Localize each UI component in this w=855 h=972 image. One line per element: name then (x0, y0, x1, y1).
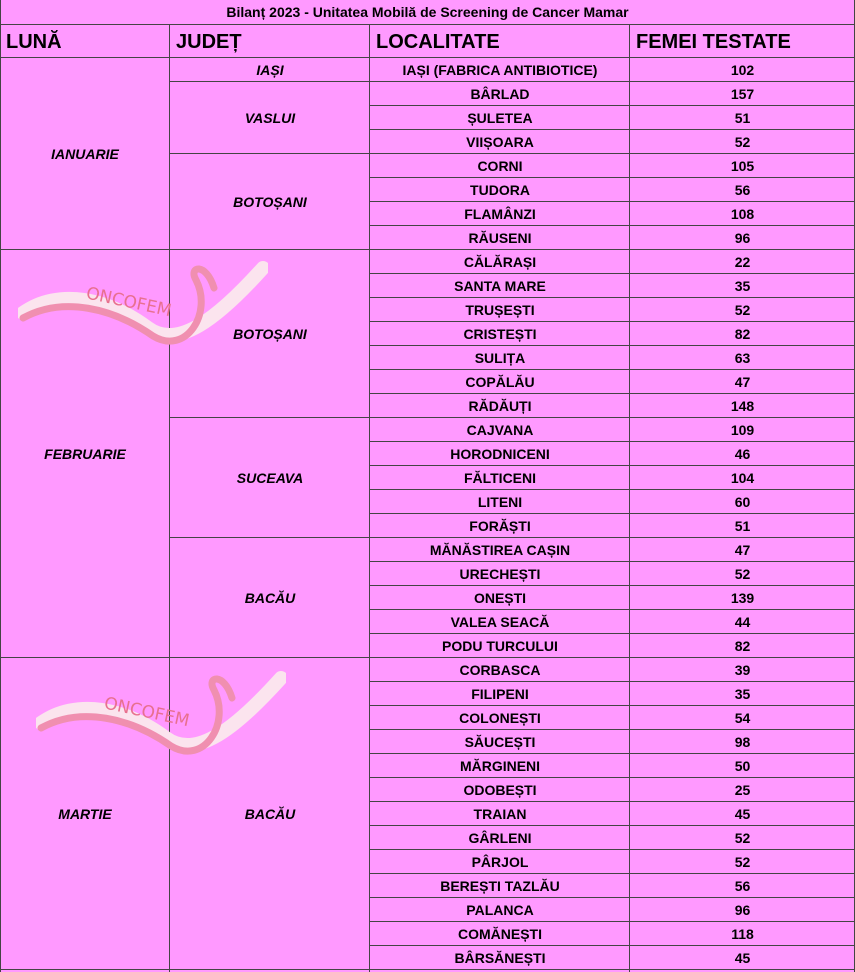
femei-testate-cell: 45 (734, 806, 751, 822)
femei-testate-cell: 98 (734, 734, 751, 750)
grid-line (370, 465, 855, 466)
county-cell: VASLUI (244, 110, 296, 126)
femei-testate-cell: 51 (734, 518, 751, 534)
femei-testate-cell: 56 (734, 182, 751, 198)
localitate-cell: FĂLTICENI (463, 470, 537, 486)
femei-testate-cell: 148 (730, 398, 755, 414)
localitate-cell: CRISTEȘTI (463, 326, 537, 342)
localitate-cell: MĂNĂSTIREA CAȘIN (429, 542, 571, 558)
grid-line (370, 153, 855, 154)
grid-line (370, 729, 855, 730)
localitate-cell: CORBASCA (459, 662, 541, 678)
county-cell: BACĂU (244, 590, 296, 606)
grid-line (370, 513, 855, 514)
grid-line (370, 441, 855, 442)
localitate-cell: LITENI (477, 494, 523, 510)
grid-line (370, 585, 855, 586)
county-cell: BACĂU (244, 806, 296, 822)
month-cell: IANUARIE (51, 146, 119, 162)
localitate-cell: ODOBEȘTI (463, 782, 537, 798)
femei-testate-cell: 105 (730, 158, 755, 174)
femei-testate-cell: 35 (734, 686, 751, 702)
femei-testate-cell: 52 (734, 854, 751, 870)
grid-line (370, 969, 855, 970)
localitate-cell: FLAMÂNZI (464, 206, 536, 222)
grid-line (370, 105, 855, 106)
grid-line (0, 969, 170, 970)
localitate-cell: IAȘI (FABRICA ANTIBIOTICE) (402, 62, 598, 78)
grid-line (370, 297, 855, 298)
femei-testate-cell: 82 (734, 326, 751, 342)
grid-line (0, 0, 1, 972)
femei-testate-cell: 104 (730, 470, 755, 486)
grid-line (0, 249, 170, 250)
grid-line (370, 897, 855, 898)
femei-testate-cell: 96 (734, 230, 751, 246)
month-cell: MARTIE (58, 806, 112, 822)
county-cell: BOTOȘANI (233, 326, 307, 342)
localitate-cell: TRUȘEȘTI (465, 302, 535, 318)
localitate-cell: BÂRLAD (470, 86, 530, 102)
localitate-cell: VIIȘOARA (466, 134, 534, 150)
county-cell: SUCEAVA (236, 470, 304, 486)
localitate-cell: ȘULETEA (467, 110, 533, 126)
header-judet: JUDEȚ (176, 31, 242, 53)
femei-testate-cell: 54 (734, 710, 751, 726)
femei-testate-cell: 44 (734, 614, 751, 630)
femei-testate-cell: 82 (734, 638, 751, 654)
femei-testate-cell: 25 (734, 782, 751, 798)
grid-line (369, 24, 370, 972)
grid-line (370, 849, 855, 850)
grid-line (0, 24, 855, 25)
grid-line (370, 537, 855, 538)
grid-line (370, 801, 855, 802)
localitate-cell: SĂUCEȘTI (464, 734, 536, 750)
localitate-cell: ONEȘTI (473, 590, 527, 606)
femei-testate-cell: 108 (730, 206, 755, 222)
grid-line (370, 177, 855, 178)
grid-line (370, 777, 855, 778)
grid-line (0, 57, 855, 58)
localitate-cell: BÂRSĂNEȘTI (454, 950, 546, 966)
grid-line (370, 393, 855, 394)
femei-testate-cell: 52 (734, 302, 751, 318)
sheet-title: Bilanț 2023 - Unitatea Mobilă de Screening de Cancer Mamar (0, 0, 855, 25)
grid-line (370, 945, 855, 946)
localitate-cell: COLONEȘTI (459, 710, 541, 726)
header-localitate: LOCALITATE (376, 31, 500, 53)
femei-testate-cell: 47 (734, 374, 751, 390)
localitate-cell: CAJVANA (466, 422, 534, 438)
grid-line (370, 873, 855, 874)
femei-testate-cell: 39 (734, 662, 751, 678)
grid-line (370, 753, 855, 754)
grid-line (370, 201, 855, 202)
grid-line (370, 129, 855, 130)
femei-testate-cell: 52 (734, 566, 751, 582)
localitate-cell: MĂRGINENI (459, 758, 541, 774)
grid-line (370, 249, 855, 250)
grid-line (370, 681, 855, 682)
localitate-cell: TRAIAN (473, 806, 527, 822)
header-luna: LUNĂ (6, 31, 62, 53)
grid-line (170, 657, 370, 658)
femei-testate-cell: 56 (734, 878, 751, 894)
grid-line (170, 249, 370, 250)
femei-testate-cell: 50 (734, 758, 751, 774)
month-cell: FEBRUARIE (44, 446, 126, 462)
county-cell: BOTOȘANI (233, 194, 307, 210)
localitate-cell: VALEA SEACĂ (450, 614, 550, 630)
localitate-cell: TUDORA (470, 182, 530, 198)
femei-testate-cell: 102 (730, 62, 755, 78)
localitate-cell: URECHEȘTI (459, 566, 541, 582)
femei-testate-cell: 51 (734, 110, 751, 126)
localitate-cell: PÂRJOL (471, 854, 529, 870)
localitate-cell: SANTA MARE (454, 278, 546, 294)
grid-line (370, 921, 855, 922)
localitate-cell: PODU TURCULUI (442, 638, 558, 654)
localitate-cell: SULIȚA (474, 350, 526, 366)
grid-line (169, 24, 170, 972)
grid-line (370, 633, 855, 634)
localitate-cell: BEREȘTI TAZLĂU (440, 878, 560, 894)
grid-line (370, 321, 855, 322)
femei-testate-cell: 118 (731, 926, 754, 942)
localitate-cell: CORNI (477, 158, 523, 174)
grid-line (370, 225, 855, 226)
localitate-cell: CĂLĂRAȘI (463, 254, 537, 270)
oncofem-logo-text: ONCOFEM (84, 283, 174, 322)
localitate-cell: RĂUSENI (468, 230, 532, 246)
femei-testate-cell: 109 (730, 422, 755, 438)
grid-line (370, 81, 855, 82)
grid-line (370, 273, 855, 274)
femei-testate-cell: 35 (734, 278, 751, 294)
femei-testate-cell: 157 (730, 86, 755, 102)
grid-line (370, 657, 855, 658)
femei-testate-cell: 60 (734, 494, 751, 510)
femei-testate-cell: 52 (734, 134, 751, 150)
grid-line (370, 369, 855, 370)
femei-testate-cell: 22 (734, 254, 751, 270)
grid-line (370, 345, 855, 346)
localitate-cell: GÂRLENI (468, 830, 532, 846)
grid-line (370, 609, 855, 610)
localitate-cell: FORĂȘTI (469, 518, 531, 534)
femei-testate-cell: 63 (734, 350, 751, 366)
localitate-cell: COPĂLĂU (465, 374, 535, 390)
grid-line (370, 705, 855, 706)
localitate-cell: HORODNICENI (450, 446, 550, 462)
grid-line (170, 969, 370, 970)
femei-testate-cell: 45 (734, 950, 751, 966)
localitate-cell: PALANCA (466, 902, 534, 918)
grid-line (170, 417, 370, 418)
grid-line (629, 24, 630, 972)
grid-line (370, 561, 855, 562)
localitate-cell: COMĂNEȘTI (458, 926, 542, 942)
femei-testate-cell: 139 (730, 590, 755, 606)
grid-line (370, 489, 855, 490)
grid-line (170, 537, 370, 538)
grid-line (170, 81, 370, 82)
femei-testate-cell: 52 (734, 830, 751, 846)
header-femei-testate: FEMEI TESTATE (636, 31, 791, 53)
femei-testate-cell: 46 (734, 446, 751, 462)
grid-line (0, 657, 170, 658)
localitate-cell: RĂDĂUȚI (468, 398, 532, 414)
localitate-cell: FILIPENI (471, 686, 529, 702)
grid-line (370, 417, 855, 418)
oncofem-logo-text: ONCOFEM (102, 693, 192, 732)
femei-testate-cell: 96 (734, 902, 751, 918)
grid-line (370, 825, 855, 826)
femei-testate-cell: 47 (734, 542, 751, 558)
grid-line (170, 153, 370, 154)
county-cell: IAȘI (256, 62, 284, 78)
